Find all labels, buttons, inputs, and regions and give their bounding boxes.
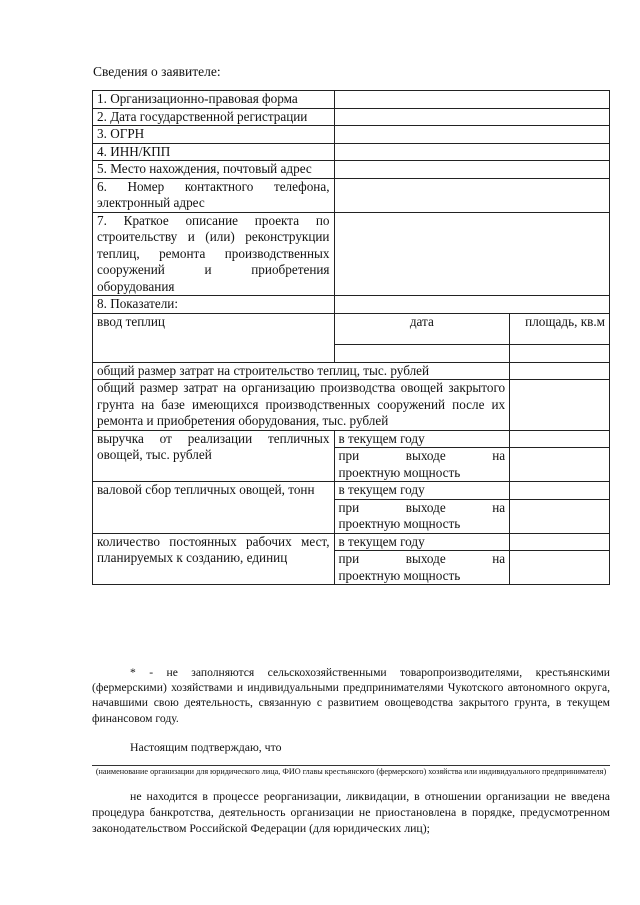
organization-cost-value[interactable] [510, 380, 610, 431]
row-label-contacts: 6. Номер контактного телефона, электронный адрес [93, 178, 335, 212]
word: при [338, 499, 360, 515]
paragraph-text: не находится в процессе реорганизации, ликвидации, в отношении организации не введена процедура банкротства, деятельность организации не приостановлена в порядке, предусмотренном законодательством Российской Федерации (для юридических лиц); [92, 789, 610, 835]
table-row [93, 380, 610, 431]
table-row [93, 212, 610, 296]
harvest-current-year-value[interactable] [510, 482, 610, 500]
row-label-registration-date: 2. Дата государственной регистрации [93, 108, 335, 126]
word: проектную мощность [338, 516, 461, 531]
value-cell-registration-date[interactable] [334, 108, 610, 126]
harvest-design-capacity-value[interactable] [510, 499, 610, 533]
table-row [93, 296, 610, 314]
value-cell-address[interactable] [334, 161, 610, 179]
greenhouse-input-label: ввод теплиц [93, 313, 335, 362]
greenhouse-area-cell[interactable] [510, 344, 610, 362]
table-row [93, 313, 610, 344]
date-header: дата [334, 313, 510, 344]
word: выходе [405, 551, 446, 566]
row-label-address: 5. Место нахождения, почтовый адрес [93, 161, 335, 179]
employees-design-capacity-value[interactable] [510, 551, 610, 585]
table-row [93, 178, 610, 212]
word: выходе [405, 499, 446, 515]
applicant-info-table [92, 90, 610, 585]
table-row [93, 430, 610, 448]
word: выходе [405, 448, 446, 463]
revenue-design-capacity-value[interactable] [510, 448, 610, 482]
word: при [338, 551, 360, 566]
harvest-design-capacity-label [334, 499, 510, 533]
confirmation-paragraph [92, 788, 610, 836]
section-heading: Сведения о заявителе: [93, 64, 221, 79]
employees-current-year-value[interactable] [510, 533, 610, 551]
table-row [93, 91, 610, 109]
table-row [93, 126, 610, 144]
greenhouse-date-cell[interactable] [334, 344, 510, 362]
footnote-text: * - не заполняются сельскохозяйственными товаропроизводителями, крестьянскими (фермерскими) хозяйствами и индивидуальными предпринимателями Чукотского автономного округа, начавшими свою деятельность, связанную с развитием овощеводства закрытого грунта, в текущем финансовом году. [92, 666, 610, 725]
table-row [93, 482, 610, 500]
harvest-current-year-label: в текущем году [334, 482, 510, 500]
word: проектную мощность [338, 464, 461, 480]
value-cell-contacts[interactable] [334, 178, 610, 212]
employees-current-year-label: в текущем году [334, 533, 510, 551]
word: проектную мощность [338, 567, 461, 583]
table-row [93, 108, 610, 126]
construction-cost-label: общий размер затрат на строительство теплиц, тыс. рублей [93, 362, 510, 380]
organization-cost-label: общий размер затрат на организацию производства овощей закрытого грунта на базе имеющихся производственных сооружений после их ремонта и приобретения оборудования, тыс. рублей [93, 380, 510, 431]
row-label-inn-kpp: 4. ИНН/КПП [93, 143, 335, 161]
value-cell-legal-form[interactable] [334, 91, 610, 109]
revenue-label: выручка от реализации тепличных овощей, тыс. рублей [93, 430, 335, 482]
construction-cost-value[interactable] [510, 362, 610, 380]
value-cell-inn-kpp[interactable] [334, 143, 610, 161]
employees-label: количество постоянных рабочих мест, планируемых к созданию, единиц [93, 533, 335, 585]
table-row [93, 161, 610, 179]
revenue-current-year-label: в текущем году [334, 430, 510, 448]
value-cell-project-description[interactable] [334, 212, 610, 296]
value-cell-ogrn[interactable] [334, 126, 610, 144]
fill-in-line[interactable] [92, 765, 610, 766]
employees-design-capacity-label [334, 551, 510, 585]
table-row [93, 533, 610, 551]
area-header: площадь, кв.м [510, 313, 610, 344]
value-cell-indicators [334, 296, 610, 314]
footnote [92, 665, 610, 726]
word: на [492, 499, 506, 515]
word: на [492, 551, 506, 566]
row-label-legal-form: 1. Организационно-правовая форма [93, 91, 335, 109]
row-label-ogrn: 3. ОГРН [93, 126, 335, 144]
fill-in-caption: (наименование организации для юридического лица, ФИО главы крестьянского (фермерского) хозяйства или индивидуального предпринимателя) [95, 767, 607, 776]
revenue-design-capacity-label [334, 448, 510, 482]
harvest-label: валовой сбор тепличных овощей, тонн [93, 482, 335, 534]
revenue-current-year-value[interactable] [510, 430, 610, 448]
word: на [492, 448, 506, 463]
word: при [338, 448, 360, 463]
table-row [93, 362, 610, 380]
row-label-indicators: 8. Показатели: [93, 296, 335, 314]
row-label-project-description: 7. Краткое описание проекта по строительству и (или) реконструкции теплиц, ремонта производственных сооружений и приобретения оборудования [93, 212, 335, 296]
confirmation-text: Настоящим подтверждаю, что [130, 740, 282, 754]
table-row [93, 143, 610, 161]
